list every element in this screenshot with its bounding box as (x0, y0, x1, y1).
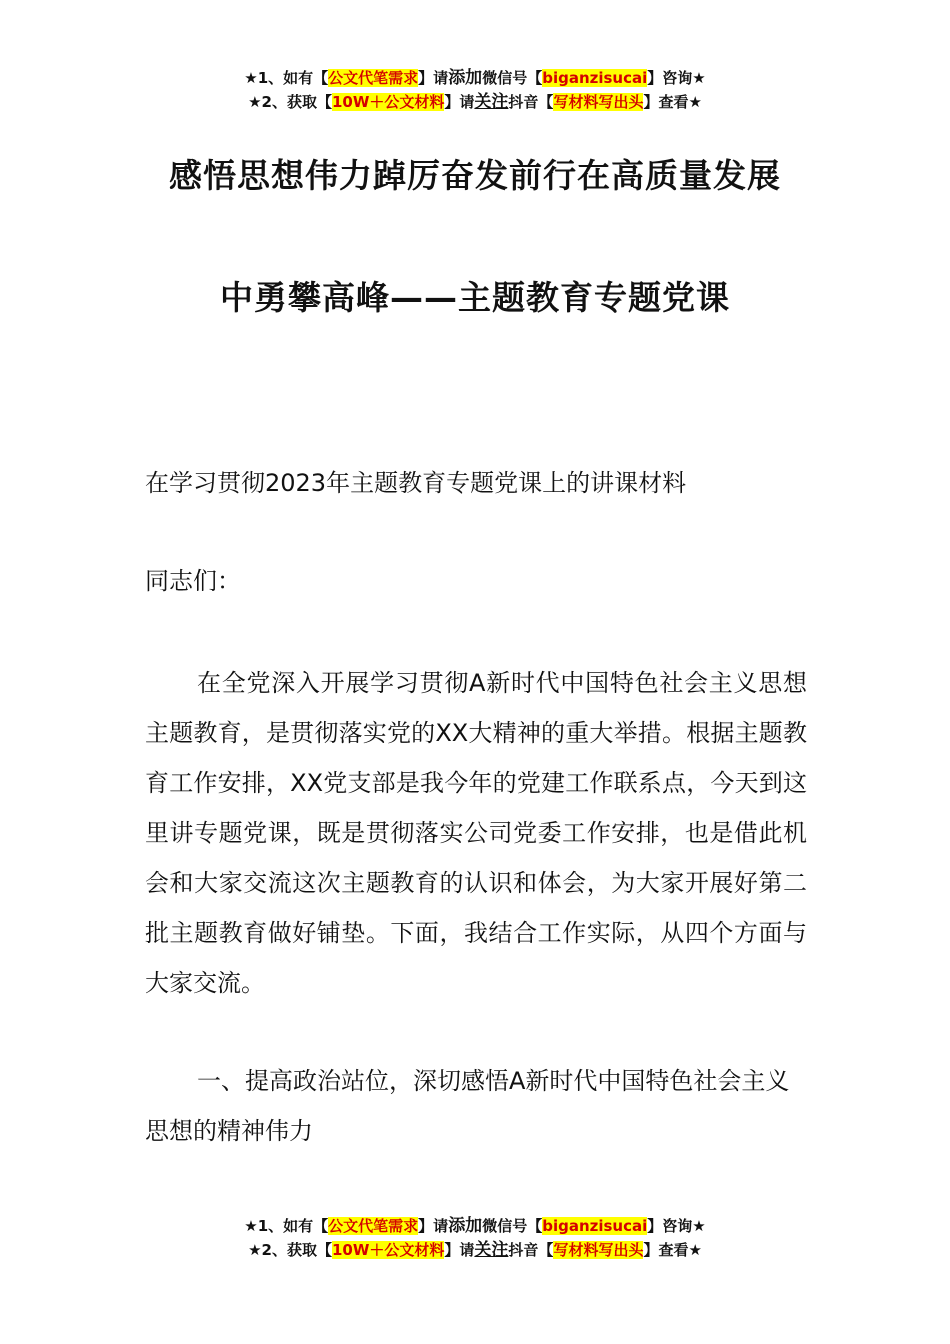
ad-line-2 (0, 90, 950, 114)
ad-line-1-emphasis: 添加 (448, 68, 483, 88)
body-paragraph-1: 在全党深入开展学习贯彻A新时代中国特色社会主义思想主题教育，是贯彻落实党的XX大精神的重大举措。根据主题教育工作安排，XX党支部是我今年的党建工作联系点，今天到这里讲专题党课，既是贯彻落实公司党委工作安排，也是借此机会和大家交流这次主题教育的认识和体会，为大家开展好第二批主题教育做好铺垫。下面，我结合工作实际，从四个方面与大家交流。 (145, 669, 807, 997)
document-title-line-2: 中勇攀高峰——主题教育专题党课 (220, 278, 730, 317)
ad-line-2-highlight-douyin: 写材料写出头 (553, 93, 644, 111)
footer-ad-line-2-mid: 】请 (444, 1241, 475, 1259)
ad-line-1-suffix: 】咨询★ (647, 69, 706, 87)
footer-ad-line-1-suffix: 】咨询★ (647, 1217, 706, 1235)
footer-ad-line-1 (0, 1214, 950, 1238)
ad-line-2-emphasis: 关注 (474, 92, 509, 112)
footer-ad-line-2-suffix: 】查看★ (643, 1241, 702, 1259)
ad-line-1-mid: 】请 (418, 69, 449, 87)
document-title-line-1: 感悟思想伟力踔厉奋发前行在高质量发展 (169, 156, 781, 195)
footer-ad-line-1-mid: 】请 (418, 1217, 449, 1235)
ad-line-1-highlight-service: 公文代笔需求 (328, 69, 419, 87)
ad-line-1-prefix: ★1、如有【 (244, 69, 329, 87)
ad-line-2-prefix: ★2、获取【 (248, 93, 332, 111)
ad-line-2-highlight-materials: 10W＋公文材料 (331, 93, 445, 111)
footer-ad-banner (0, 1214, 950, 1262)
footer-ad-line-1-prefix: ★1、如有【 (244, 1217, 329, 1235)
ad-line-2-mid: 】请 (444, 93, 475, 111)
ad-line-2-suffix: 】查看★ (643, 93, 702, 111)
greeting: 同志们： (145, 567, 241, 595)
ad-line-1-highlight-wechat: biganzisucai (542, 69, 648, 87)
header-ad-banner (0, 66, 950, 114)
footer-ad-line-1-mid2: 微信号【 (482, 1217, 543, 1235)
document-subtitle: 在学习贯彻2023年主题教育专题党课上的讲课材料 (145, 469, 687, 497)
footer-ad-line-1-highlight-wechat: biganzisucai (542, 1217, 648, 1235)
ad-line-1-mid2: 微信号【 (482, 69, 543, 87)
footer-ad-line-2-mid2: 抖音【 (508, 1241, 554, 1259)
footer-ad-line-2-prefix: ★2、获取【 (248, 1241, 332, 1259)
footer-ad-line-1-emphasis: 添加 (448, 1216, 483, 1236)
footer-ad-line-2 (0, 1238, 950, 1262)
ad-line-1 (0, 66, 950, 90)
footer-ad-line-2-highlight-materials: 10W＋公文材料 (331, 1241, 445, 1259)
footer-ad-line-1-highlight-service: 公文代笔需求 (328, 1217, 419, 1235)
ad-line-2-mid2: 抖音【 (508, 93, 554, 111)
section-heading-1: 一、提高政治站位，深切感悟A新时代中国特色社会主义思想的精神伟力 (145, 1067, 790, 1145)
footer-ad-line-2-emphasis: 关注 (474, 1240, 509, 1260)
footer-ad-line-2-highlight-douyin: 写材料写出头 (553, 1241, 644, 1259)
